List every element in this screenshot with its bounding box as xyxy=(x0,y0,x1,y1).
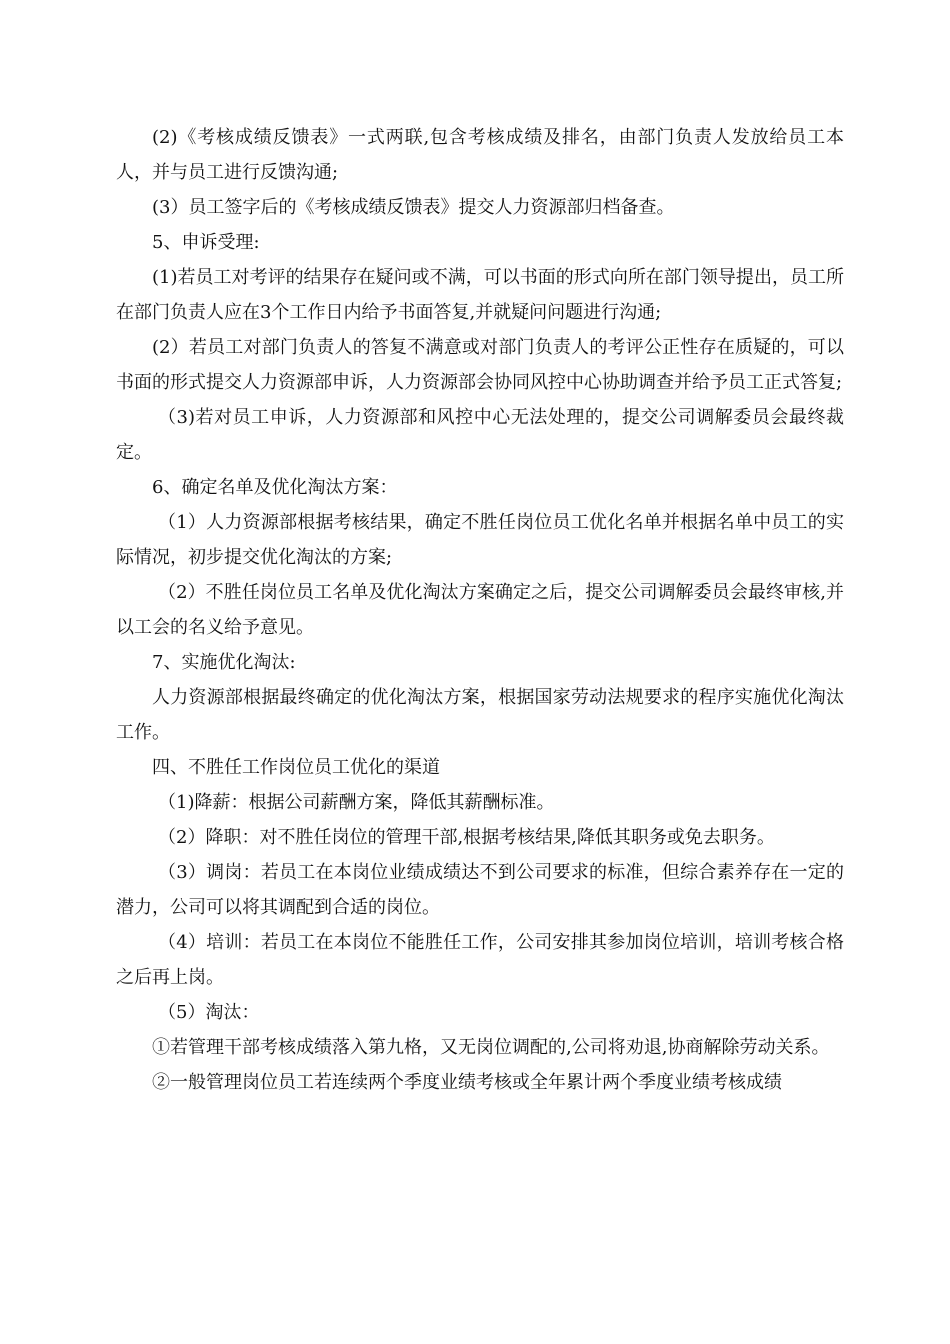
section-heading: 6、确定名单及优化淘汰方案： xyxy=(152,477,398,498)
paragraph: ①若管理干部考核成绩落入第九格，又无岗位调配的,公司将劝退,协商解除劳动关系。 xyxy=(152,1037,830,1058)
paragraph: （3）调岗：若员工在本岗位业绩成绩达不到公司要求的标准，但综合素养存在一定的潜力，公司可以将其调配到合适的岗位。 xyxy=(116,862,844,918)
paragraph: （3)若对员工申诉，人力资源部和风控中心无法处理的，提交公司调解委员会最终裁定。 xyxy=(116,407,844,463)
paragraph: 人力资源部根据最终确定的优化淘汰方案，根据国家劳动法规要求的程序实施优化淘汰工作。 xyxy=(116,687,844,743)
paragraph: (3）员工签字后的《考核成绩反馈表》提交人力资源部归档备查。 xyxy=(152,197,675,218)
paragraph: ②一般管理岗位员工若连续两个季度业绩考核或全年累计两个季度业绩考核成绩 xyxy=(152,1072,782,1093)
section-heading: 7、实施优化淘汰: xyxy=(152,652,296,673)
paragraph: (1)若员工对考评的结果存在疑问或不满，可以书面的形式向所在部门领导提出，员工所在部门负责人应在3个工作日内给予书面答复,并就疑问问题进行沟通; xyxy=(116,267,844,323)
document-body xyxy=(116,120,844,1100)
paragraph: (2）若员工对部门负责人的答复不满意或对部门负责人的考评公正性存在质疑的，可以书面的形式提交人力资源部申诉，人力资源部会协同风控中心协助调查并给予员工正式答复; xyxy=(116,337,844,393)
paragraph: （4）培训：若员工在本岗位不能胜任工作，公司安排其参加岗位培训，培训考核合格之后再上岗。 xyxy=(116,932,844,988)
paragraph: （2）降职：对不胜任岗位的管理干部,根据考核结果,降低其职务或免去职务。 xyxy=(158,827,775,848)
paragraph: (2)《考核成绩反馈表》一式两联,包含考核成绩及排名，由部门负责人发放给员工本人，并与员工进行反馈沟通; xyxy=(116,127,844,183)
paragraph: （5）淘汰： xyxy=(158,1002,260,1023)
paragraph: （1)降薪：根据公司薪酬方案，降低其薪酬标准。 xyxy=(158,792,555,813)
section-heading: 5、申诉受理: xyxy=(152,232,260,253)
section-heading: 四、不胜任工作岗位员工优化的渠道 xyxy=(152,757,440,778)
paragraph: （1）人力资源部根据考核结果，确定不胜任岗位员工优化名单并根据名单中员工的实际情况，初步提交优化淘汰的方案; xyxy=(116,512,844,568)
paragraph: （2）不胜任岗位员工名单及优化淘汰方案确定之后，提交公司调解委员会最终审核,并以工会的名义给予意见。 xyxy=(116,582,844,638)
